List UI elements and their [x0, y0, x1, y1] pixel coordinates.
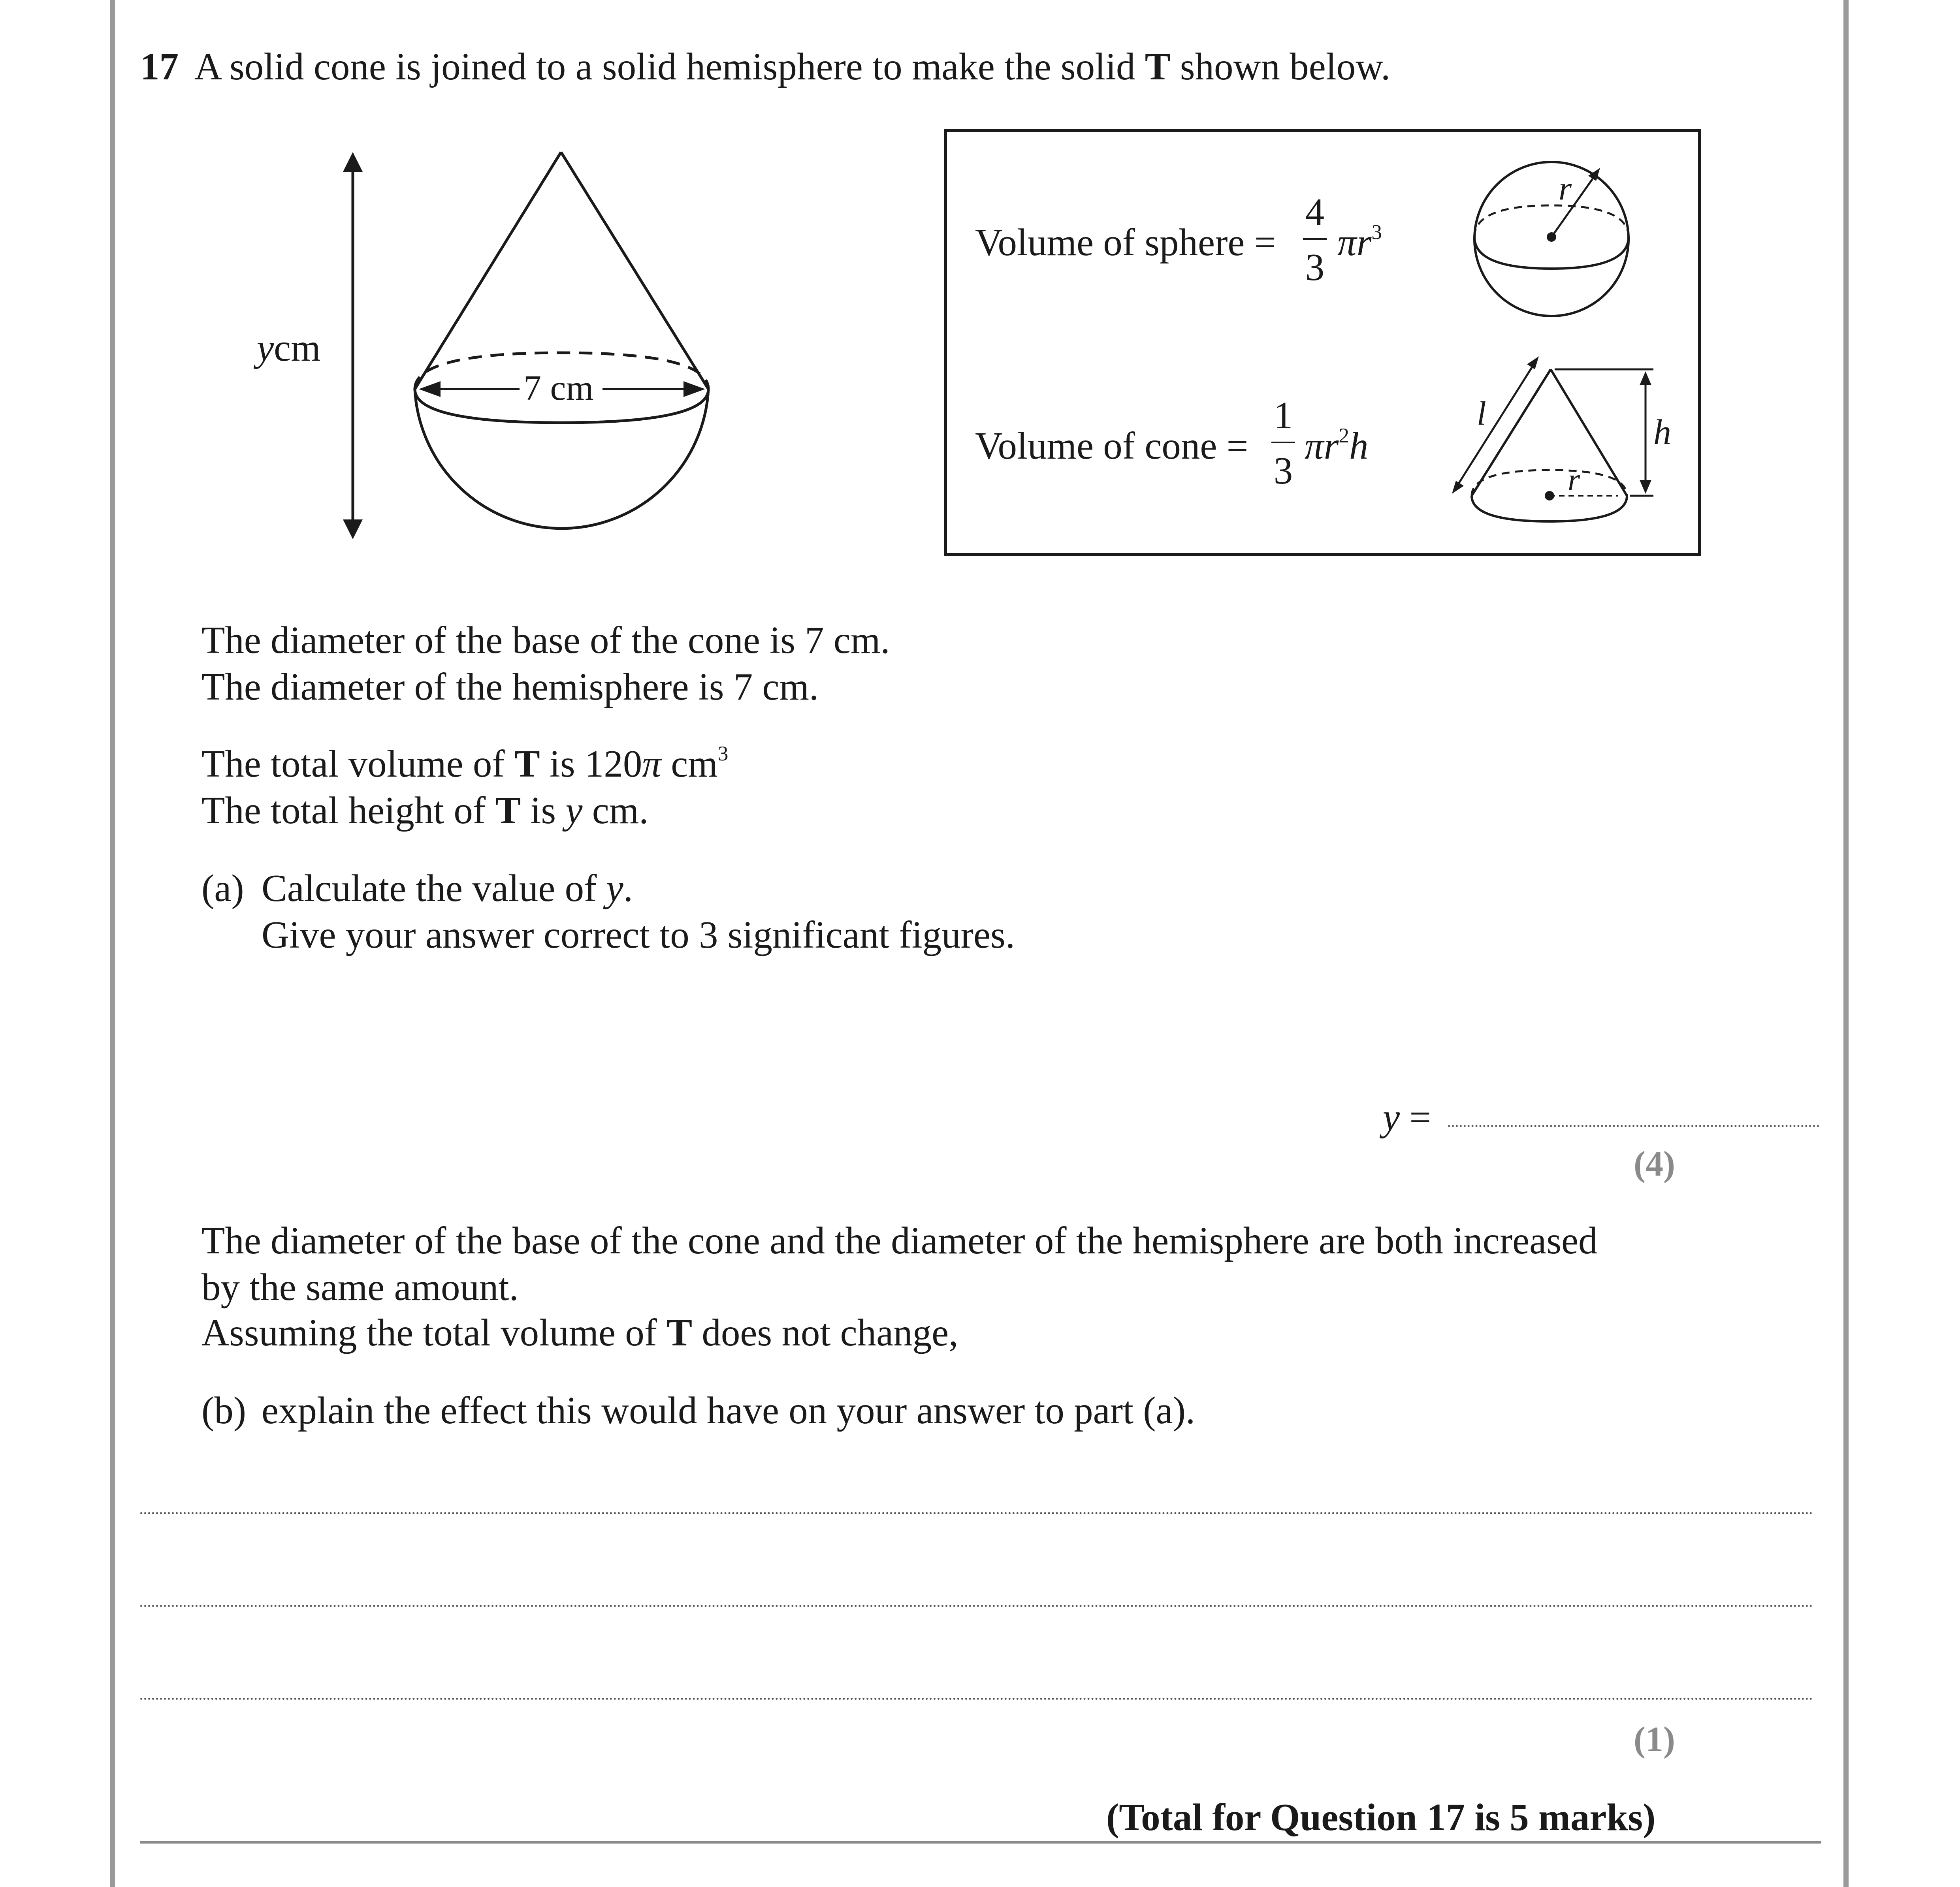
cone-height-label: h	[1653, 413, 1671, 452]
context-b-end: does not change,	[692, 1311, 958, 1354]
cone-h: h	[1349, 425, 1369, 467]
part-b-marks: (1)	[1634, 1720, 1675, 1759]
answer-b-line-3[interactable]	[140, 1698, 1813, 1700]
cone-r: r	[1324, 425, 1339, 467]
context-b-line2: by the same amount.	[201, 1266, 519, 1308]
info-height-is: is	[521, 789, 566, 832]
answer-b-line-2[interactable]	[140, 1605, 1813, 1607]
info-volume-solid: T	[514, 743, 540, 785]
sphere-fraction-numerator: 4	[1305, 191, 1325, 233]
footer-rule	[140, 1841, 1821, 1844]
cone-formula-label: Volume of cone =	[975, 425, 1248, 467]
question-intro-end: shown below.	[1170, 45, 1391, 88]
cone-fraction-numerator: 1	[1273, 394, 1293, 436]
info-total-volume	[201, 741, 729, 785]
sphere-fraction-denominator: 3	[1305, 246, 1325, 288]
info-volume-text: The total volume of	[201, 743, 514, 785]
height-label-variable: y	[257, 327, 274, 369]
context-b-line3	[201, 1313, 958, 1352]
question-intro: A solid cone is joined to a solid hemisphere to make the solid	[194, 45, 1145, 88]
cone-radius-label: r	[1568, 463, 1580, 497]
part-a-variable: y	[606, 867, 623, 909]
question-number: 17	[140, 45, 179, 88]
answer-a-equals: =	[1409, 1096, 1431, 1138]
small-sphere-diagram	[1474, 162, 1629, 316]
question-intro-solid: T	[1145, 45, 1171, 88]
cone-fraction-denominator: 3	[1273, 450, 1293, 492]
question-total: (Total for Question 17 is 5 marks)	[1106, 1796, 1656, 1838]
part-a-marks: (4)	[1634, 1144, 1675, 1183]
answer-a-prompt	[1383, 1098, 1431, 1136]
info-hemisphere-diameter: The diameter of the hemisphere is 7 cm.	[201, 666, 819, 708]
context-b-text: Assuming the total volume of	[201, 1311, 667, 1354]
small-cone-diagram	[1452, 356, 1653, 521]
diameter-label: 7 cm	[523, 369, 594, 408]
answer-b-line-1[interactable]	[140, 1512, 1813, 1514]
context-b-line1: The diameter of the base of the cone and the diameter of the hemisphere are both increased	[201, 1219, 1598, 1262]
info-height-unit: cm.	[582, 789, 649, 832]
answer-a-variable: y	[1383, 1096, 1400, 1138]
sphere-formula-label: Volume of sphere =	[975, 221, 1276, 263]
part-a-text: Calculate the value of	[262, 867, 606, 909]
sphere-exponent: 3	[1371, 220, 1382, 244]
info-volume-unit: cm	[661, 743, 718, 785]
cone-slant-label: l	[1477, 395, 1486, 432]
info-volume-exponent: 3	[717, 741, 729, 765]
part-a-label: (a)	[201, 867, 244, 909]
info-volume-value: is 120	[540, 743, 642, 785]
info-height-variable: y	[565, 789, 583, 832]
info-height-text: The total height of	[201, 789, 495, 832]
sphere-radius-label: r	[1559, 170, 1572, 207]
cone-exponent: 2	[1339, 423, 1350, 447]
info-total-height	[201, 791, 648, 830]
sphere-pi: π	[1337, 221, 1357, 263]
height-label-unit: cm	[274, 327, 321, 369]
part-a-period: .	[623, 867, 633, 909]
info-height-solid: T	[495, 789, 521, 832]
part-a-question	[262, 869, 633, 907]
answer-a-line[interactable]	[1448, 1125, 1819, 1127]
info-cone-diameter: The diameter of the base of the cone is 7 cm.	[201, 619, 890, 661]
part-b-question: explain the effect this would have on your answer to part (a).	[262, 1389, 1196, 1432]
part-a-instruction: Give your answer correct to 3 significant figures.	[262, 914, 1015, 956]
sphere-r: r	[1356, 221, 1372, 263]
context-b-solid: T	[667, 1311, 693, 1354]
part-b-label: (b)	[201, 1389, 247, 1432]
info-volume-pi: π	[642, 743, 661, 785]
cone-pi: π	[1305, 425, 1324, 467]
